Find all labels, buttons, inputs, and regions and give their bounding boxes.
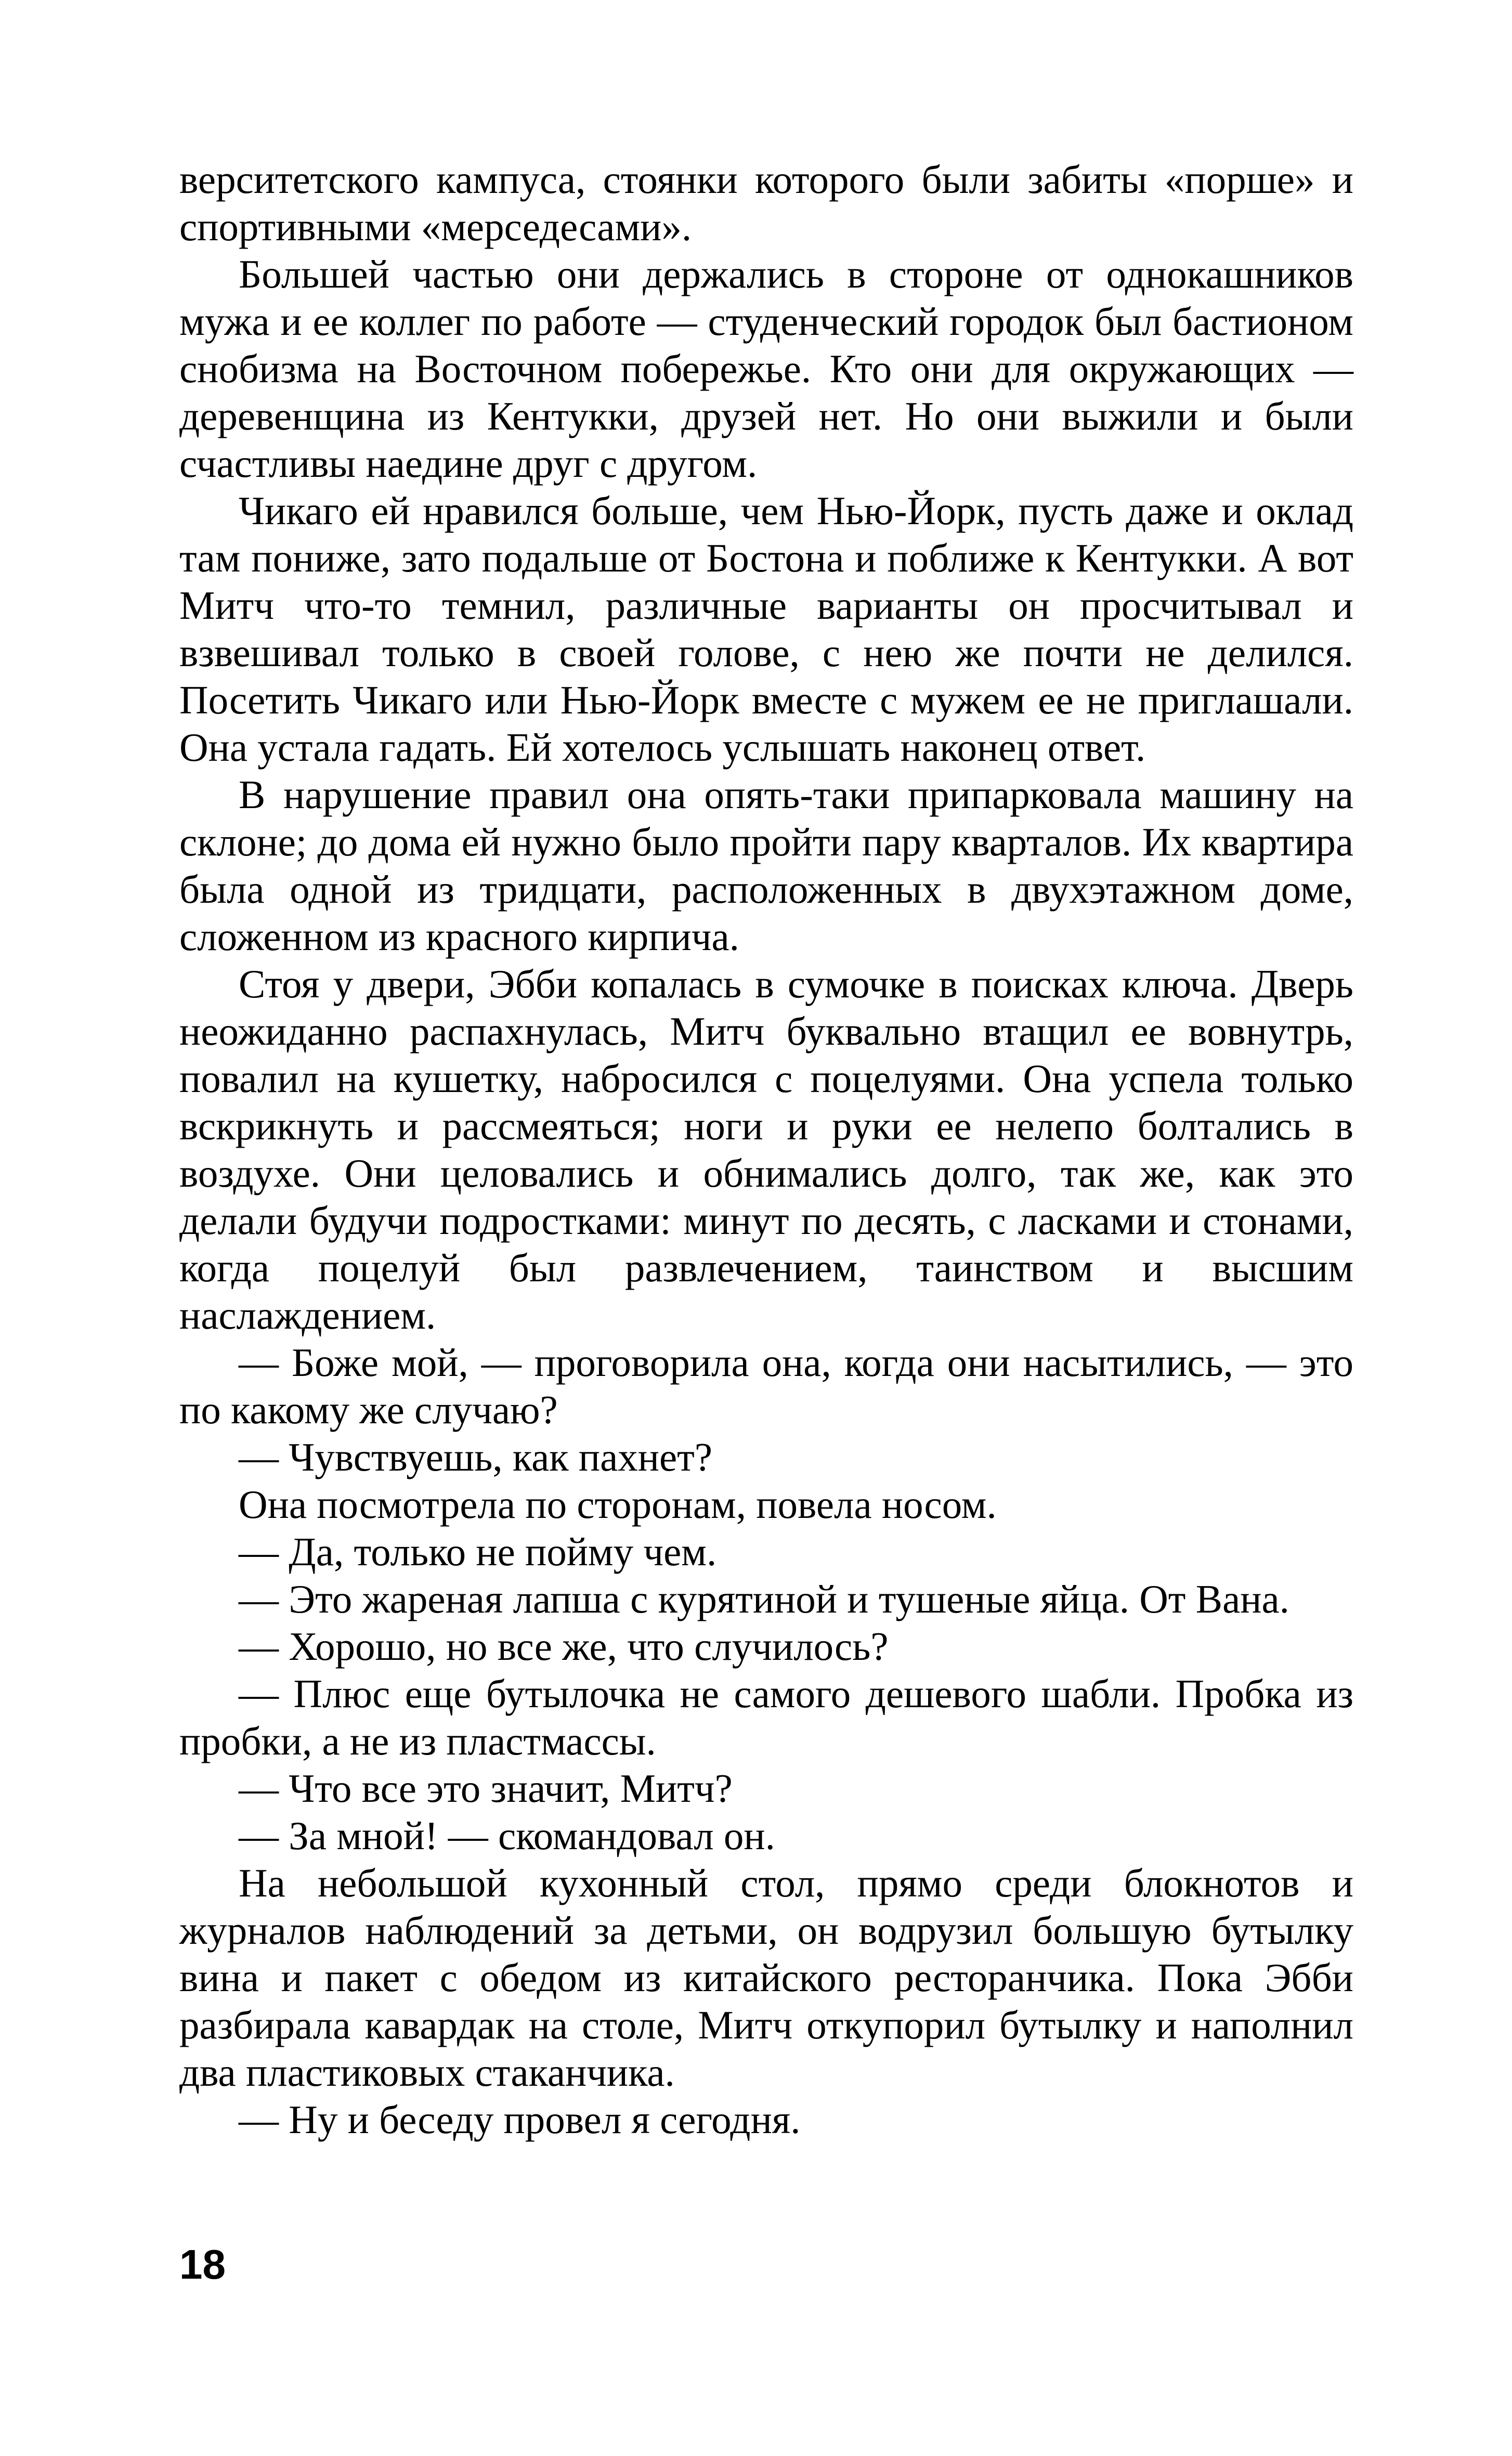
paragraph-6: — Боже мой, — проговорила она, когда они насытились, — это по какому же случаю? <box>179 1340 1353 1432</box>
paragraph-15: На небольшой кухонный стол, прямо среди блокнотов и журналов наблюдений за детьми, он водрузил большую бутылку вина и пакет с обедом из китайского ресторанчика. Пока Эбби разбирала кавардак на столе, Митч откупорил бутылку и наполнил два пластиковых стаканчика. <box>179 1861 1353 2095</box>
paragraph-4: В нарушение правил она опять-таки припарковала машину на склоне; до дома ей нужно было пройти пару кварталов. Их квартира была одной из тридцати, расположенных в двухэтажном доме, сложенном из красного кирпича. <box>179 772 1353 959</box>
paragraph-8: Она посмотрела по сторонам, повела носом. <box>239 1482 997 1527</box>
paragraph-16: — Ну и беседу провел я сегодня. <box>239 2097 801 2142</box>
paragraph-1: верситетского кампуса, стоянки которого были забиты «порше» и спортивными «мерседесами». <box>179 157 1353 249</box>
paragraph-7: — Чувствуешь, как пахнет? <box>239 1435 712 1479</box>
paragraph-5: Стоя у двери, Эбби копалась в сумочке в поисках ключа. Дверь неожиданно распахнулась, Митч буквально втащил ее вовнутрь, повалил на кушетку, набросился с поцелуями. Она успела только вскрикнуть и рассмеяться; ноги и руки ее нелепо болтались в воздухе. Они целовались и обнимались долго, так же, как это делали будучи подростками: минут по десять, с ласками и стонами, когда поцелуй был развлечением, таинством и высшим наслаждением. <box>179 961 1353 1337</box>
paragraph-2: Большей частью они держались в стороне от однокашников мужа и ее коллег по работе — студенческий городок был бастионом снобизма на Восточном побережье. Кто они для окружающих — деревенщина из Кентукки, друзей нет. Но они выжили и были счастливы наедине друг с другом. <box>179 252 1353 486</box>
body-text <box>179 156 1353 2143</box>
paragraph-13: — Что все это значит, Митч? <box>239 1766 733 1811</box>
page-number: 18 <box>179 2241 226 2288</box>
paragraph-12: — Плюс еще бутылочка не самого дешевого шабли. Пробка из пробки, а не из пластмассы. <box>179 1671 1353 1763</box>
paragraph-3: Чикаго ей нравился больше, чем Нью-Йорк, пусть даже и оклад там пониже, зато подальше от Бостона и поближе к Кентукки. А вот Митч что-то темнил, различные варианты он просчитывал и взвешивал только в своей голове, с нею же почти не делился. Посетить Чикаго или Нью-Йорк вместе с мужем ее не приглашали. Она устала гадать. Ей хотелось услышать наконец ответ. <box>179 488 1353 770</box>
paragraph-10: — Это жареная лапша с курятиной и тушеные яйца. От Вана. <box>239 1577 1289 1621</box>
paragraph-11: — Хорошо, но все же, что случилось? <box>239 1624 889 1669</box>
paragraph-14: — За мной! — скомандовал он. <box>239 1813 775 1858</box>
paragraph-9: — Да, только не пойму чем. <box>239 1529 717 1574</box>
